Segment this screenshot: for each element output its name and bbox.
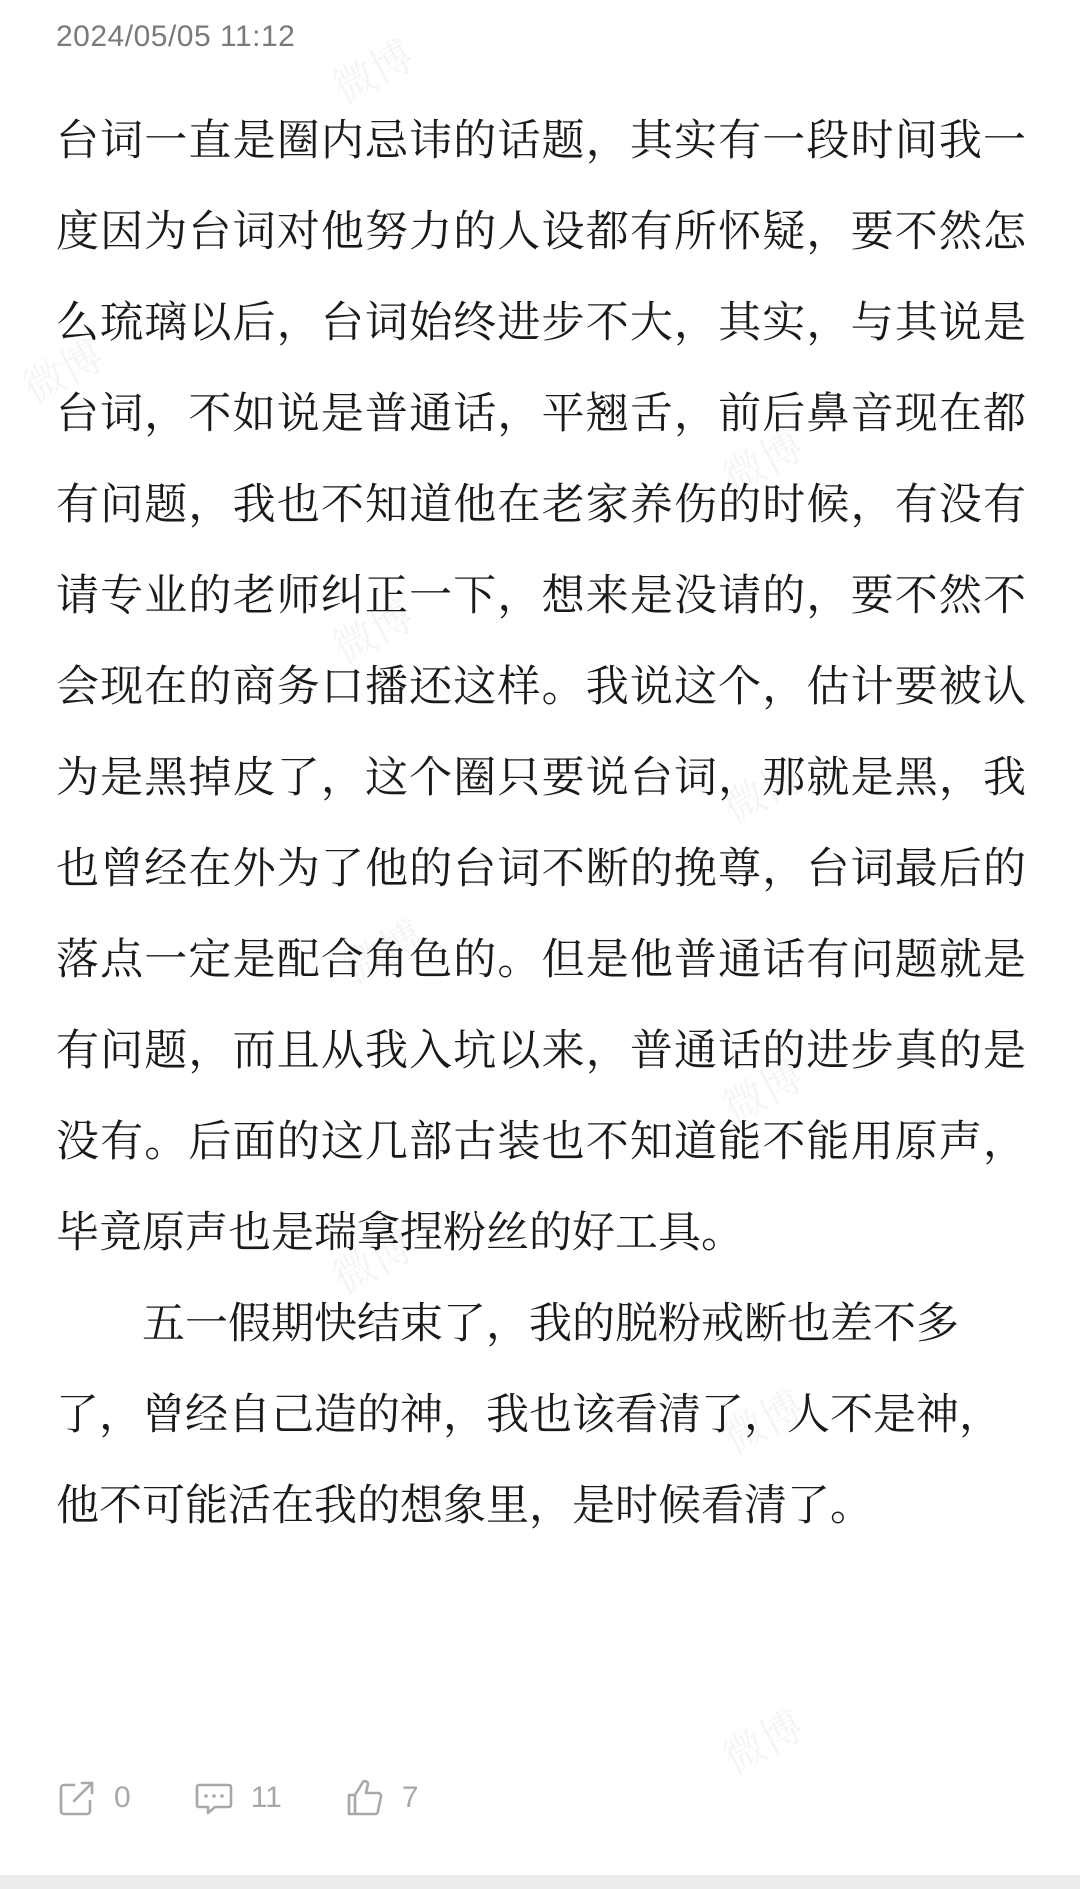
- like-icon: [344, 1777, 386, 1819]
- comment-icon: [193, 1777, 235, 1819]
- post-timestamp: 2024/05/05 11:12: [56, 20, 296, 53]
- post-paragraph-1: 台词一直是圈内忌讳的话题，其实有一段时间我一度因为台词对他努力的人设都有所怀疑，要不然怎么琉璃以后，台词始终进步不大，其实，与其说是台词，不如说是普通话，平翘舌，前后鼻音现在都有问题，我也不知道他在老家养伤的时候，有没有请专业的老师纠正一下，想来是没请的，要不然不会现在的商务口播还这样。我说这个，估计要被认为是黑掉皮了，这个圈只要说台词，那就是黑，我也曾经在外为了他的台词不断的挽尊，台词最后的落点一定是配合角色的。但是他普通话有问题就是有问题，而且从我入坑以来，普通话的进步真的是没有。后面的这几部古装也不知道能不能用原声，毕竟原声也是瑞拿捏粉丝的好工具。: [56, 116, 1026, 1258]
- bottom-divider: [0, 1875, 1080, 1889]
- watermark: [711, 1694, 813, 1786]
- repost-icon: [56, 1777, 98, 1819]
- repost-button[interactable]: [56, 1777, 131, 1819]
- comment-button[interactable]: [193, 1777, 282, 1819]
- like-button[interactable]: [344, 1777, 419, 1819]
- like-count: 7: [401, 1781, 419, 1814]
- post-paragraph-2: 五一假期快结束了，我的脱粉戒断也差不多了，曾经自己造的神，我也该看清了，人不是神，他不可能活在我的想象里，是时候看清了。: [56, 1299, 1002, 1531]
- post-content: [56, 96, 1026, 1552]
- repost-count: 0: [114, 1781, 131, 1814]
- comment-count: 11: [250, 1781, 282, 1814]
- post-action-bar: [56, 1768, 481, 1828]
